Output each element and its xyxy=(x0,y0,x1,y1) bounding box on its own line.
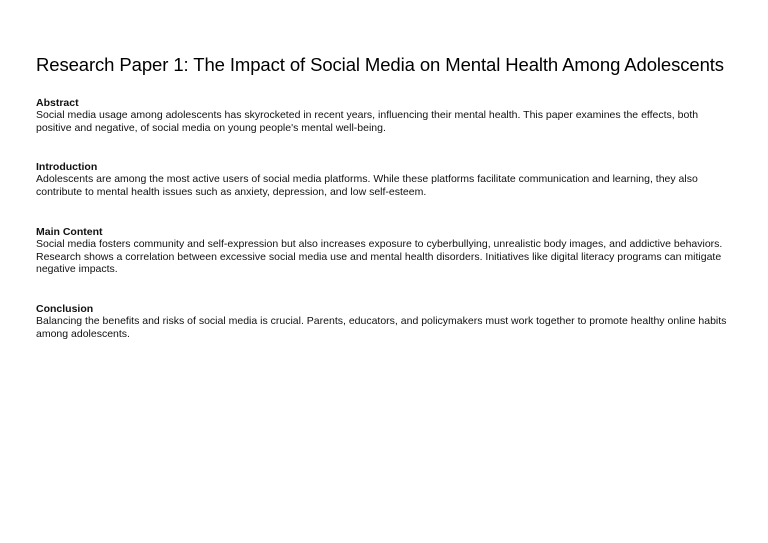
section-conclusion xyxy=(36,303,738,340)
section-heading-abstract: Abstract xyxy=(36,97,79,109)
section-abstract xyxy=(36,97,738,134)
section-body-conclusion: Balancing the benefits and risks of social media is crucial. Parents, educators, and policymakers must work together to promote healthy online habits among adolescents. xyxy=(36,314,727,340)
section-body-introduction: Adolescents are among the most active users of social media platforms. While these platforms facilitate communication and learning, they also contribute to mental health issues such as anxiety, depression, and low self-esteem. xyxy=(36,173,698,199)
section-main-content xyxy=(36,226,738,276)
section-body-abstract: Social media usage among adolescents has skyrocketed in recent years, influencing their mental health. This paper examines the effects, both positive and negative, of social media on young people's mental well-being. xyxy=(36,109,699,134)
section-body-main-content: Social media fosters community and self-expression but also increases exposure to cyberbullying, unrealistic body images, and addictive behaviors. Research shows a correlation between excessive social media use and mental health disorders. Initiatives like digital literacy programs can mitigate negative impacts. xyxy=(36,237,723,276)
section-heading-main-content: Main Content xyxy=(36,225,103,238)
section-heading-conclusion: Conclusion xyxy=(36,302,94,315)
section-introduction xyxy=(36,161,738,198)
paper-title: Research Paper 1: The Impact of Social Media on Mental Health Among Adolescents xyxy=(36,54,724,75)
section-heading-introduction: Introduction xyxy=(36,161,98,174)
